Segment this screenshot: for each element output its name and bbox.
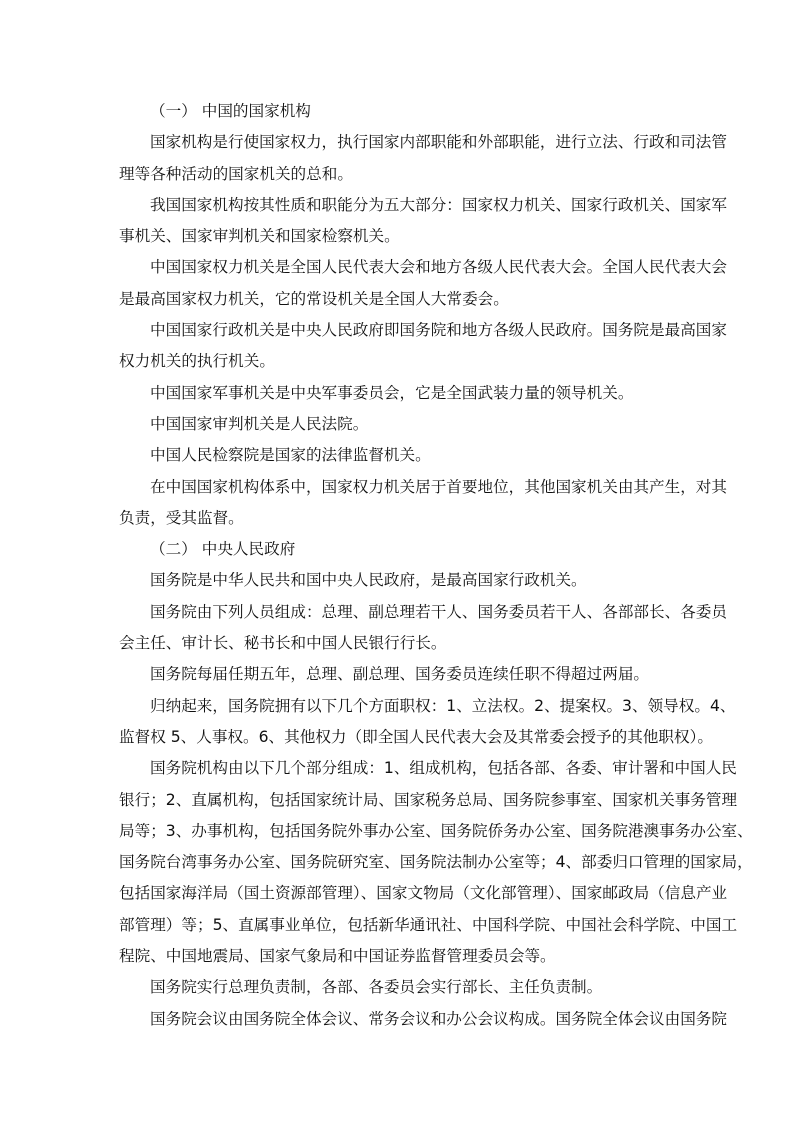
- paragraph: [119, 378, 679, 409]
- text-line: 中国人民检察院是国家的法律监督机关。: [150, 446, 431, 465]
- text-line: 在中国国家机构体系中，国家权力机关居于首要地位，其他国家机关由其产生，对其: [150, 477, 727, 496]
- text-line: 国务院实行总理负责制，各部、各委员会实行部长、主任负责制。: [150, 978, 603, 997]
- text-line: 中国国家行政机关是中央人民政府即国务院和地方各级人民政府。国务院是最高国家: [150, 321, 727, 340]
- text-line: 事机关、国家审判机关和国家检察机关。: [119, 227, 400, 246]
- text-line: 局等；3、办事机构，包括国务院外事办公室、国务院侨务办公室、国务院港澳事务办公室、: [119, 821, 753, 840]
- text-line: 国务院是中华人民共和国中央人民政府，是最高国家行政机关。: [150, 571, 587, 590]
- section-1: [119, 96, 727, 534]
- paragraph: [119, 753, 753, 972]
- text-line: 国家机构是行使国家权力，执行国家内部职能和外部职能，进行立法、行政和司法管: [150, 133, 727, 152]
- text-line: 包括国家海洋局（国土资源部管理）、国家文物局（文化部管理）、国家邮政局（信息产业: [119, 884, 728, 903]
- text-line: 银行；2、直属机构，包括国家统计局、国家税务总局、国务院参事室、国家机关事务管理: [119, 790, 738, 809]
- document-body: [119, 96, 753, 1035]
- paragraph: [119, 1004, 727, 1035]
- paragraph: [119, 597, 727, 660]
- paragraph: [119, 472, 727, 535]
- section-2: [119, 534, 753, 1035]
- text-line: 程院、中国地震局、国家气象局和中国证券监督管理委员会等。: [119, 947, 556, 966]
- paragraph: [119, 252, 727, 315]
- text-line: 负责，受其监督。: [119, 508, 244, 527]
- text-line: 权力机关的执行机关。: [119, 352, 275, 371]
- paragraph: [119, 659, 679, 690]
- text-line: 部管理）等；5、直属事业单位，包括新华通讯社、中国科学院、中国社会科学院、中国工: [119, 915, 738, 934]
- text-line: 国务院台湾事务办公室、国务院研究室、国务院法制办公室等；4、部委归口管理的国家局，: [119, 853, 753, 872]
- section-heading: （一） 中国的国家机构: [150, 102, 311, 120]
- text-line: 国务院由下列人员组成：总理、副总理若干人、国务委员若干人、各部部长、各委员: [150, 602, 727, 621]
- paragraph: [119, 409, 679, 440]
- text-line: 是最高国家权力机关，它的常设机关是全国人大常委会。: [119, 289, 509, 308]
- section-heading: （二） 中央人民政府: [150, 540, 296, 559]
- paragraph: [119, 565, 679, 596]
- text-line: 国务院每届任期五年，总理、副总理、国务委员连续任职不得超过两届。: [150, 665, 650, 684]
- paragraph: [119, 315, 727, 378]
- text-line: 中国国家军事机关是中央军事委员会，它是全国武装力量的领导机关。: [150, 383, 634, 402]
- paragraph: [119, 190, 727, 253]
- text-line: 国务院机构由以下几个部分组成：1、组成机构，包括各部、各委、审计署和中国人民: [150, 759, 737, 778]
- text-line: 归纳起来，国务院拥有以下几个方面职权：1、立法权。2、提案权。3、领导权。4、: [150, 696, 736, 715]
- paragraph: [119, 127, 727, 190]
- text-line: 中国国家审判机关是人民法院。: [150, 414, 369, 433]
- paragraph: [119, 440, 679, 471]
- text-line: 理等各种活动的国家机关的总和。: [119, 164, 353, 183]
- paragraph: [119, 972, 679, 1003]
- text-line: 会主任、审计长、秘书长和中国人民银行行长。: [119, 634, 447, 653]
- text-line: 监督权 5、人事权。6、其他权力（即全国人民代表大会及其常委会授予的其他职权）。: [119, 727, 713, 746]
- paragraph: [119, 691, 736, 754]
- text-line: 中国国家权力机关是全国人民代表大会和地方各级人民代表大会。全国人民代表大会: [150, 258, 727, 277]
- text-line: 国务院会议由国务院全体会议、常务会议和办公会议构成。国务院全体会议由国务院: [150, 1009, 727, 1028]
- text-line: 我国国家机构按其性质和职能分为五大部分：国家权力机关、国家行政机关、国家军: [150, 195, 727, 214]
